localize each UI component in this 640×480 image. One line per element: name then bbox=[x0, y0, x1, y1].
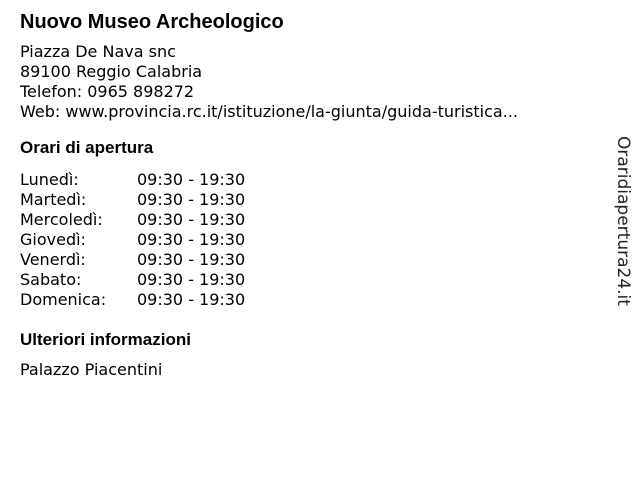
hours-time: 09:30 - 19:30 bbox=[137, 170, 246, 189]
hours-time: 09:30 - 19:30 bbox=[137, 210, 246, 229]
opening-hours-heading: Orari di apertura bbox=[20, 138, 154, 157]
further-info-text: Palazzo Piacentini bbox=[20, 360, 163, 379]
hours-row-thursday bbox=[20, 230, 600, 250]
hours-row-monday bbox=[20, 170, 600, 190]
address-block bbox=[20, 42, 600, 122]
address-street: Piazza De Nava snc bbox=[20, 42, 176, 61]
phone-text: Telefon: 0965 898272 bbox=[20, 82, 195, 101]
hours-row-friday bbox=[20, 250, 600, 270]
hours-row-saturday bbox=[20, 270, 600, 290]
hours-day: Lunedì: bbox=[20, 170, 79, 189]
hours-day: Martedì: bbox=[20, 190, 87, 209]
hours-day: Mercoledì: bbox=[20, 210, 103, 229]
address-city: 89100 Reggio Calabria bbox=[20, 62, 203, 81]
hours-row-wednesday bbox=[20, 210, 600, 230]
hours-day: Giovedì: bbox=[20, 230, 86, 249]
site-brand-vertical: Oraridiapertura24.it bbox=[613, 136, 633, 306]
web-link[interactable]: Web: www.provincia.rc.it/istituzione/la-giunta/guida-turistica... bbox=[20, 102, 518, 121]
hours-row-sunday bbox=[20, 290, 600, 310]
hours-day: Domenica: bbox=[20, 290, 107, 309]
hours-time: 09:30 - 19:30 bbox=[137, 290, 246, 309]
hours-row-tuesday bbox=[20, 190, 600, 210]
museum-title: Nuovo Museo Archeologico bbox=[20, 11, 284, 33]
museum-card bbox=[20, 10, 600, 380]
hours-time: 09:30 - 19:30 bbox=[137, 190, 246, 209]
hours-day: Sabato: bbox=[20, 270, 82, 289]
further-info-heading: Ulteriori informazioni bbox=[20, 330, 191, 349]
opening-hours-list bbox=[20, 170, 600, 310]
hours-time: 09:30 - 19:30 bbox=[137, 250, 246, 269]
hours-day: Venerdì: bbox=[20, 250, 86, 269]
hours-time: 09:30 - 19:30 bbox=[137, 230, 246, 249]
hours-time: 09:30 - 19:30 bbox=[137, 270, 246, 289]
